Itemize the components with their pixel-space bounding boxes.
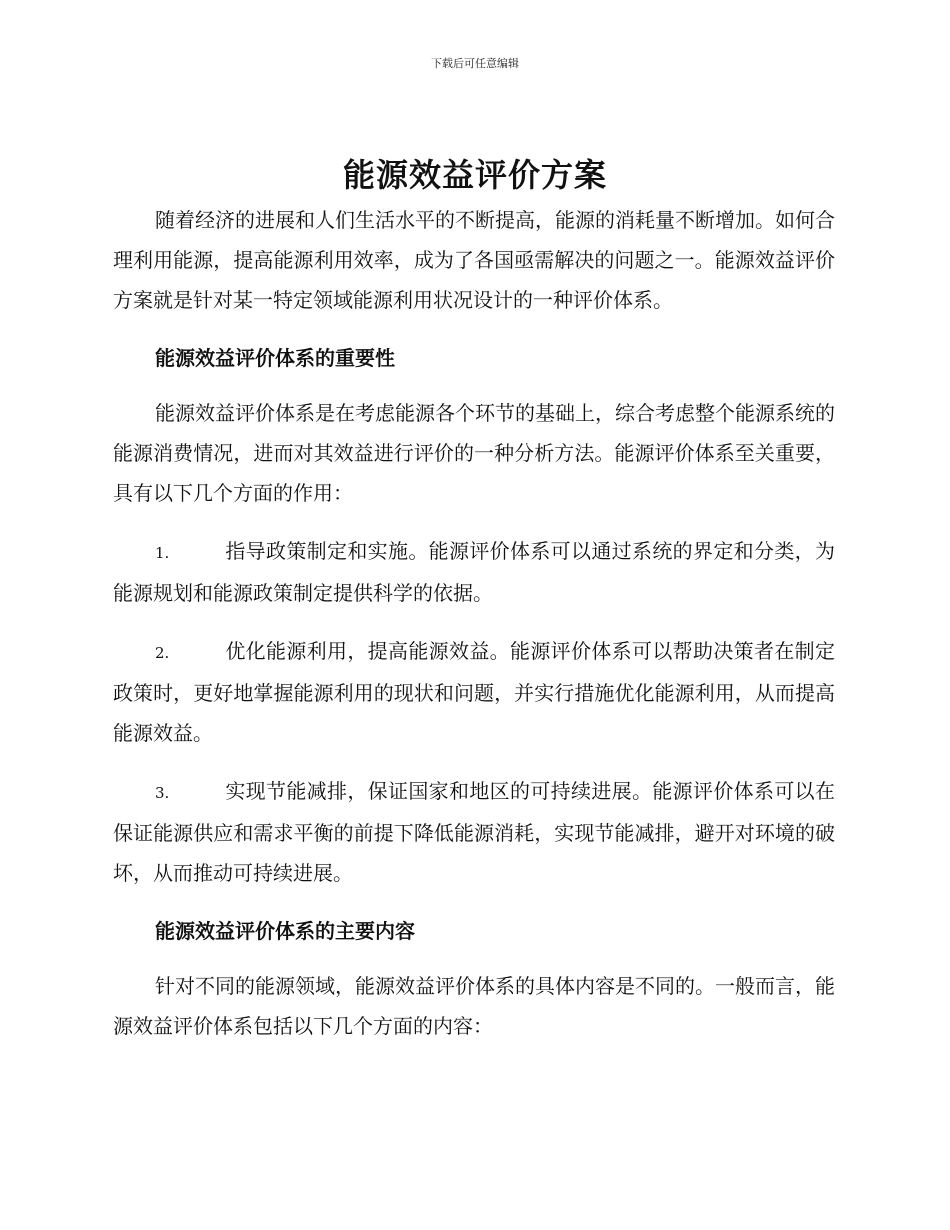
list-item (113, 531, 835, 613)
content-paragraph: 针对不同的能源领域，能源效益评价体系的具体内容是不同的。一般而言，能源效益评价体系包括以下几个方面的内容： (113, 974, 835, 1038)
section-heading-importance: 能源效益评价体系的重要性 (155, 346, 395, 370)
list-item-text: 实现节能减排，保证国家和地区的可持续进展。能源评价体系可以在保证能源供应和需求平衡的前提下降低能源消耗，实现节能减排，避开对环境的破坏，从而推动可持续进展。 (113, 779, 835, 885)
document-body (113, 200, 835, 1046)
document-title: 能源效益评价方案 (342, 156, 607, 194)
intro-paragraph: 随着经济的进展和人们生活水平的不断提高，能源的消耗量不断增加。如何合理利用能源，提高能源利用效率，成为了各国亟需解决的问题之一。能源效益评价方案就是针对某一特定领域能源利用状况设计的一种评价体系。 (113, 208, 835, 312)
list-item-number: 1. (155, 544, 170, 562)
list-item-number: 2. (155, 644, 170, 662)
list-item (113, 771, 835, 893)
importance-paragraph: 能源效益评价体系是在考虑能源各个环节的基础上，综合考虑整个能源系统的能源消费情况，进而对其效益进行评价的一种分析方法。能源评价体系至关重要，具有以下几个方面的作用： (113, 401, 835, 505)
list-item-number: 3. (155, 784, 170, 802)
list-item-text: 优化能源利用，提高能源效益。能源评价体系可以帮助决策者在制定政策时，更好地掌握能源利用的现状和问题，并实行措施优化能源利用，从而提高能源效益。 (113, 639, 835, 745)
list-item (113, 631, 835, 753)
section-heading-content: 能源效益评价体系的主要内容 (155, 919, 415, 943)
list-item-text: 指导政策制定和实施。能源评价体系可以通过系统的界定和分类，为能源规划和能源政策制定提供科学的依据。 (113, 539, 835, 605)
header-note: 下载后可任意编辑 (431, 57, 519, 70)
